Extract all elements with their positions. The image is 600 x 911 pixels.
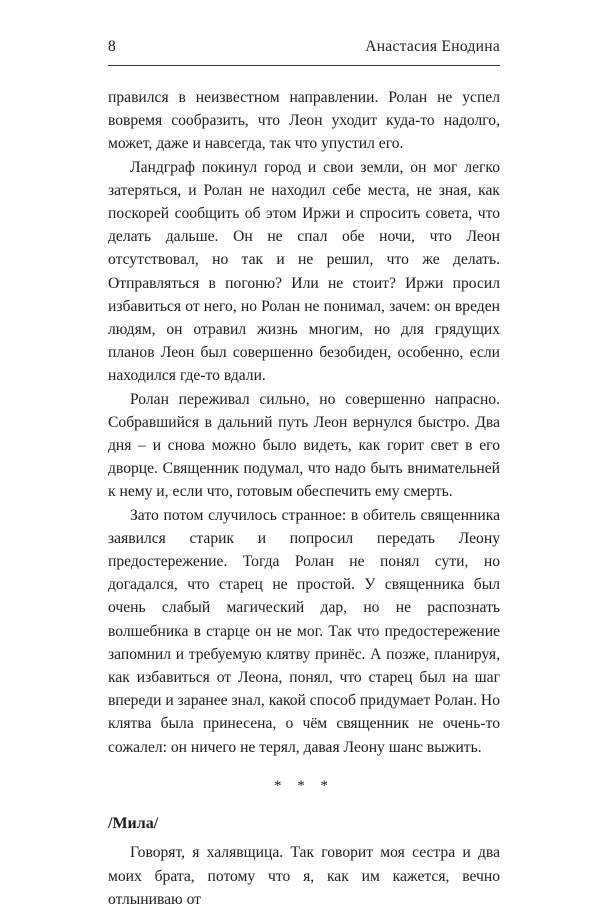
page-body [108,86,500,911]
paragraph: Ролан переживал сильно, но совершенно напрасно. Собравшийся в дальний путь Леон вернулся быстро. Два дня – и снова можно было видеть, как горит свет в его дворце. Священник подумал, что надо быть внимательней к нему и, если что, готовым обеспечить ему смерть. [108,390,500,501]
paragraph: Ландграф покинул город и свои земли, он мог легко затеряться, и Ролан не находил себе места, не зная, как поскорей сообщить об этом Иржи и спросить совета, что делать дальше. Он не спал обе ночи, что Леон отсутствовал, но так и не решил, что же делать. Отправляться в погоню? Или не стоит? Иржи просил избавиться от него, но Ролан не понимал, зачем: он вреден людям, он отравил жизнь многим, но для грядущих планов Леон был совершенно безобиден, особенно, если находился где-то вдали. [108,158,500,385]
paragraph: Говорят, я халявщица. Так говорит моя сестра и два моих брата, потому что я, как им кажется, вечно отлыниваю от [108,844,500,908]
book-page [108,0,500,908]
section-separator: * * * [274,777,334,794]
section-heading: /Мила/ [108,815,159,833]
paragraph: Зато потом случилось странное: в обитель священника заявился старик и попросил передать Леону предостережение. Тогда Ролан не понял сути, но догадался, что старец не простой. У священника был очень слабый магический дар, но не распознать волшебника в старце он не мог. Так что предостережение запомнил и требуемую клятву принёс. А позже, планируя, как избавиться от Леона, понял, что старец был на шаг впереди и заранее знал, какой способ придумает Ролан. Но клятва была принесена, о чём священник не очень-то сожалел: он ничего не терял, давая Леону шанс выжить. [108,506,500,756]
page-header [108,38,500,60]
paragraph-continued: правился в неизвестном направлении. Ролан не успел вовремя сообразить, что Леон уходит куда-то надолго, может, даже и навсегда, так что упустил его. [108,89,500,153]
running-head-author: Анастасия Енодина [365,38,500,55]
page-number: 8 [108,38,117,55]
header-rule [108,65,500,66]
